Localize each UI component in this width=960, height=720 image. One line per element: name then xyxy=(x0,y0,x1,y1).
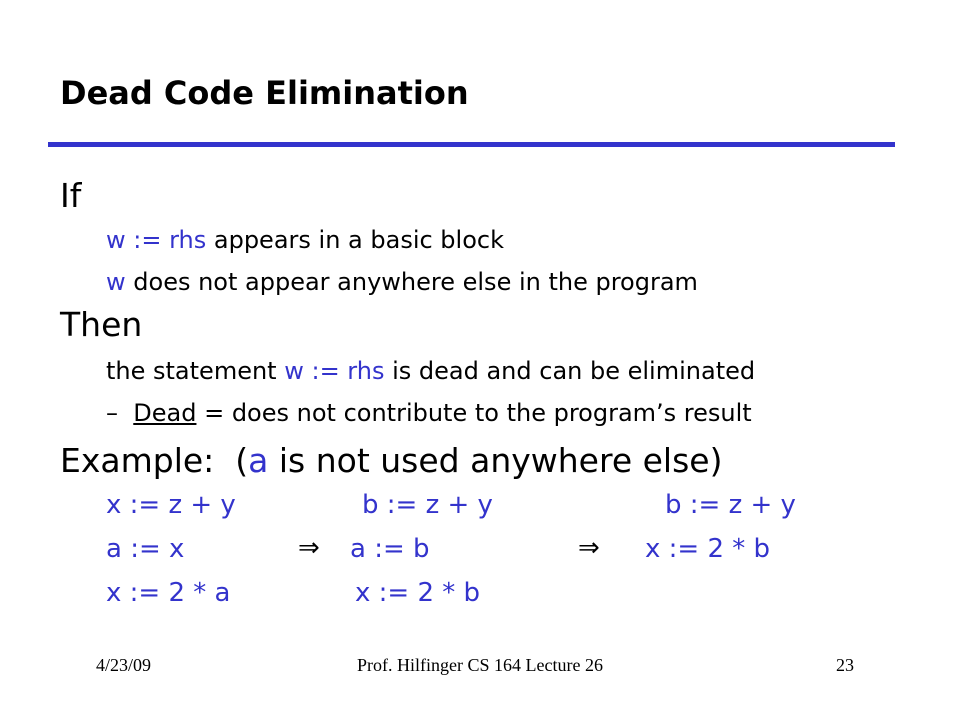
then-statement-code: w := rhs xyxy=(284,357,385,385)
if-heading: If xyxy=(60,176,82,215)
then-heading: Then xyxy=(60,305,143,344)
footer-center: Prof. Hilfinger CS 164 Lecture 26 xyxy=(357,655,603,675)
code-col2-line1: b := z + y xyxy=(362,490,493,520)
if-condition-1-code: w := rhs xyxy=(106,226,207,254)
example-open-paren: ( xyxy=(235,441,249,480)
dead-definition-rest: = does not contribute to the program’s result xyxy=(196,399,752,427)
right-arrow-icon: ⇒ xyxy=(298,533,320,563)
example-var: a xyxy=(248,441,269,480)
dead-definition xyxy=(106,399,752,427)
code-col1-line1: x := z + y xyxy=(106,490,236,520)
dead-definition-term: Dead xyxy=(133,399,197,427)
title-underline-rule xyxy=(48,142,895,147)
then-statement-suffix: is dead and can be eliminated xyxy=(384,357,756,385)
example-label: Example: xyxy=(60,441,215,480)
example-heading xyxy=(60,441,722,480)
right-arrow-icon: ⇒ xyxy=(578,533,600,563)
if-condition-2-text: does not appear anywhere else in the program xyxy=(125,268,698,296)
if-condition-2-code: w xyxy=(106,268,126,296)
code-col1-line3: x := 2 * a xyxy=(106,578,231,608)
footer-page-number: 23 xyxy=(836,655,854,675)
then-statement xyxy=(106,357,755,385)
code-col1-line2: a := x xyxy=(106,534,185,564)
if-condition-2 xyxy=(106,268,698,296)
code-col3-line2: x := 2 * b xyxy=(645,534,771,564)
example-note: is not used anywhere else xyxy=(268,441,710,480)
if-condition-1-text: appears in a basic block xyxy=(206,226,504,254)
footer-date: 4/23/09 xyxy=(96,655,152,675)
dead-definition-dash: – xyxy=(106,399,118,427)
code-col3-line1: b := z + y xyxy=(665,490,796,520)
if-condition-1 xyxy=(106,226,504,254)
code-col2-line2: a := b xyxy=(350,534,430,564)
example-close-paren: ) xyxy=(709,441,723,480)
then-statement-prefix: the statement xyxy=(106,357,285,385)
slide-title: Dead Code Elimination xyxy=(60,74,469,112)
code-col2-line3: x := 2 * b xyxy=(355,578,481,608)
